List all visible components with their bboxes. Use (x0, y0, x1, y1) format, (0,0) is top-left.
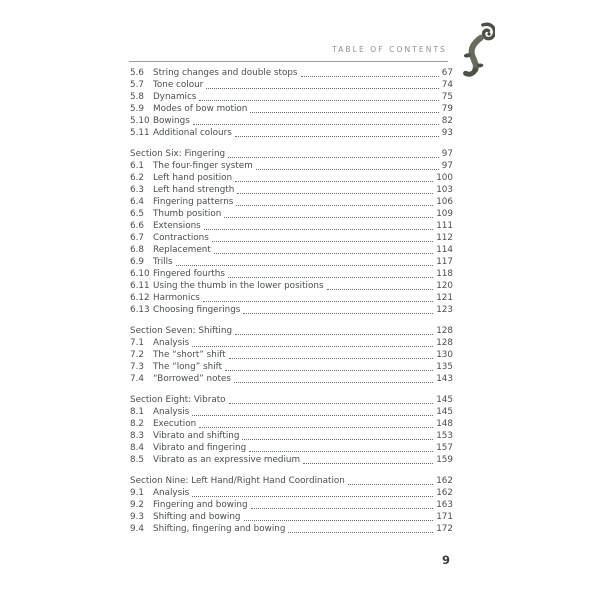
entry-number: 6.7 (130, 233, 144, 243)
entry-number: 5.7 (130, 80, 144, 90)
dot-leader (303, 463, 433, 464)
dot-leader (193, 124, 439, 125)
entry-title: Modes of bow motion (153, 104, 248, 114)
entry-number: 9.1 (130, 488, 144, 498)
entry-title: Thumb position (153, 209, 222, 219)
entry-page: 172 (436, 524, 453, 534)
page-number: 9 (441, 553, 450, 567)
entry-title: Dynamics (153, 92, 197, 102)
entry-page: 162 (436, 488, 453, 498)
toc-entry-row (130, 256, 453, 268)
entry-page: 97 (441, 161, 453, 171)
entry-number: 6.13 (130, 305, 150, 315)
entry-page: 120 (436, 281, 453, 291)
section-page: 97 (441, 149, 453, 159)
entry-title: Vibrato and fingering (153, 443, 247, 453)
toc-group (130, 325, 453, 385)
entry-page: 75 (441, 92, 453, 102)
toc-entry-row (130, 280, 453, 292)
entry-title: Fingered fourths (153, 269, 225, 279)
entry-number: 5.8 (130, 92, 144, 102)
page-title: TABLE OF CONTENTS (332, 45, 447, 54)
entry-number: 6.9 (130, 257, 144, 267)
toc-group (130, 148, 453, 316)
dot-leader (192, 496, 433, 497)
toc-group (130, 394, 453, 466)
dot-leader (243, 313, 433, 314)
entry-page: 103 (436, 185, 453, 195)
dot-leader (234, 382, 433, 383)
entry-title: Additional colours (153, 128, 232, 138)
toc-entry-row (130, 349, 453, 361)
entry-page: 148 (436, 419, 453, 429)
entry-title: Left hand strength (153, 185, 235, 195)
entry-title: Left hand position (153, 173, 233, 183)
entry-number: 8.3 (130, 431, 144, 441)
toc-entry-row (130, 373, 453, 385)
toc-entry-row (130, 487, 453, 499)
dot-leader (251, 508, 434, 509)
dot-leader (192, 415, 433, 416)
entry-title: Fingering patterns (153, 197, 234, 207)
entry-title: Replacement (153, 245, 211, 255)
entry-title: Execution (153, 419, 197, 429)
section-label: Section Nine: Left Hand/Right Hand Coordination (130, 476, 345, 486)
entry-page: 74 (441, 80, 453, 90)
dot-leader (199, 427, 433, 428)
entry-title: Choosing fingerings (153, 305, 241, 315)
toc-entry-row (130, 196, 453, 208)
entry-number: 7.4 (130, 374, 144, 384)
entry-number: 6.6 (130, 221, 144, 231)
entry-page: 159 (436, 455, 453, 465)
entry-number: 9.2 (130, 500, 144, 510)
entry-page: 82 (441, 116, 453, 126)
entry-page: 67 (441, 68, 453, 78)
dot-leader (204, 229, 433, 230)
entry-number: 6.2 (130, 173, 144, 183)
dot-leader (235, 136, 439, 137)
dot-leader (228, 277, 433, 278)
dot-leader (199, 100, 438, 101)
toc-entry-row (130, 220, 453, 232)
entry-page: 111 (436, 221, 453, 231)
header-rule (129, 61, 448, 62)
section-page: 128 (436, 326, 453, 336)
toc-entry-row (130, 304, 453, 316)
entry-number: 6.10 (130, 269, 150, 279)
dot-leader (225, 370, 433, 371)
entry-number: 8.2 (130, 419, 144, 429)
entry-number: 6.1 (130, 161, 144, 171)
dot-leader (235, 334, 433, 335)
entry-page: 121 (436, 293, 453, 303)
dot-leader (301, 76, 439, 77)
entry-page: 157 (436, 443, 453, 453)
toc-entry-row (130, 79, 453, 91)
section-label: Section Six: Fingering (130, 149, 226, 159)
entry-number: 5.10 (130, 116, 150, 126)
dot-leader (214, 253, 433, 254)
entry-title: The “long” shift (153, 362, 223, 372)
dot-leader (224, 217, 433, 218)
entry-title: Harmonics (153, 293, 200, 303)
toc-entry-row (130, 232, 453, 244)
toc-entry-row (130, 430, 453, 442)
entry-title: String changes and double stops (153, 68, 298, 78)
entry-title: Tone colour (153, 80, 204, 90)
toc-entry-row (130, 454, 453, 466)
dot-leader (206, 88, 439, 89)
entry-title: Analysis (153, 338, 190, 348)
dot-leader (236, 205, 433, 206)
toc-entry-row (130, 244, 453, 256)
entry-number: 5.9 (130, 104, 144, 114)
toc-entry-row (130, 103, 453, 115)
dot-leader (192, 346, 433, 347)
dot-leader (348, 484, 433, 485)
dot-leader (235, 181, 433, 182)
toc-section-row (130, 475, 453, 487)
toc-group (130, 475, 453, 535)
entry-number: 5.6 (130, 68, 144, 78)
entry-page: 171 (436, 512, 453, 522)
entry-number: 8.1 (130, 407, 144, 417)
entry-page: 128 (436, 338, 453, 348)
toc-entry-row (130, 442, 453, 454)
entry-title: Vibrato as an expressive medium (153, 455, 301, 465)
dot-leader (229, 403, 434, 404)
dot-leader (249, 451, 433, 452)
entry-number: 6.5 (130, 209, 144, 219)
dot-leader (242, 439, 433, 440)
entry-page: 153 (436, 431, 453, 441)
toc-entry-row (130, 361, 453, 373)
entry-number: 6.12 (130, 293, 150, 303)
toc-entry-row (130, 127, 453, 139)
entry-page: 112 (436, 233, 453, 243)
entry-number: 7.3 (130, 362, 144, 372)
toc-entry-row (130, 499, 453, 511)
entry-title: Contractions (153, 233, 209, 243)
toc-entry-row (130, 268, 453, 280)
entry-number: 9.3 (130, 512, 144, 522)
entry-number: 9.4 (130, 524, 144, 534)
toc-entry-row (130, 523, 453, 535)
entry-page: 145 (436, 407, 453, 417)
entry-title: Extensions (153, 221, 201, 231)
toc-entry-row (130, 115, 453, 127)
entry-page: 109 (436, 209, 453, 219)
entry-title: Using the thumb in the lower positions (153, 281, 324, 291)
entry-title: Shifting and bowing (153, 512, 241, 522)
violin-scroll-image (455, 20, 495, 78)
toc-section-row (130, 325, 453, 337)
section-label: Section Seven: Shifting (130, 326, 233, 336)
section-page: 162 (436, 476, 453, 486)
toc-section-row (130, 394, 453, 406)
dot-leader (237, 193, 433, 194)
entry-number: 8.4 (130, 443, 144, 453)
dot-leader (327, 289, 434, 290)
entry-page: 135 (436, 362, 453, 372)
entry-number: 6.11 (130, 281, 150, 291)
entry-page: 118 (436, 269, 453, 279)
toc-entry-row (130, 511, 453, 523)
entry-title: Fingering and bowing (153, 500, 248, 510)
toc-entry-row (130, 337, 453, 349)
entry-number: 6.4 (130, 197, 144, 207)
entry-title: Trills (153, 257, 173, 267)
dot-leader (244, 520, 434, 521)
entry-number: 6.8 (130, 245, 144, 255)
entry-title: Analysis (153, 407, 190, 417)
entry-title: Analysis (153, 488, 190, 498)
dot-leader (176, 265, 434, 266)
entry-number: 8.5 (130, 455, 144, 465)
entry-title: Vibrato and shifting (153, 431, 240, 441)
section-page: 145 (436, 395, 453, 405)
dot-leader (288, 532, 433, 533)
entry-title: The four-finger system (153, 161, 253, 171)
entry-page: 93 (441, 128, 453, 138)
entry-title: Shifting, fingering and bowing (153, 524, 286, 534)
dot-leader (228, 157, 439, 158)
entry-title: Bowings (153, 116, 190, 126)
entry-number: 7.2 (130, 350, 144, 360)
toc-entry-row (130, 292, 453, 304)
dot-leader (203, 301, 433, 302)
toc-entry-row (130, 172, 453, 184)
entry-page: 106 (436, 197, 453, 207)
dot-leader (212, 241, 433, 242)
toc-section-row (130, 148, 453, 160)
toc-entry-row (130, 418, 453, 430)
entry-page: 163 (436, 500, 453, 510)
toc-entry-row (130, 67, 453, 79)
entry-title: “Borrowed” notes (153, 374, 231, 384)
entry-page: 143 (436, 374, 453, 384)
entry-page: 130 (436, 350, 453, 360)
entry-title: The “short” shift (153, 350, 226, 360)
entry-page: 79 (441, 104, 453, 114)
toc-list (130, 67, 453, 535)
section-label: Section Eight: Vibrato (130, 395, 226, 405)
toc-entry-row (130, 406, 453, 418)
entry-number: 7.1 (130, 338, 144, 348)
toc-entry-row (130, 91, 453, 103)
toc-entry-row (130, 160, 453, 172)
entry-number: 6.3 (130, 185, 144, 195)
dot-leader (229, 358, 434, 359)
dot-leader (256, 169, 439, 170)
entry-number: 5.11 (130, 128, 150, 138)
toc-group (130, 67, 453, 139)
dot-leader (250, 112, 438, 113)
toc-entry-row (130, 184, 453, 196)
toc-entry-row (130, 208, 453, 220)
entry-page: 100 (436, 173, 453, 183)
entry-page: 114 (436, 245, 453, 255)
entry-page: 117 (436, 257, 453, 267)
entry-page: 123 (436, 305, 453, 315)
